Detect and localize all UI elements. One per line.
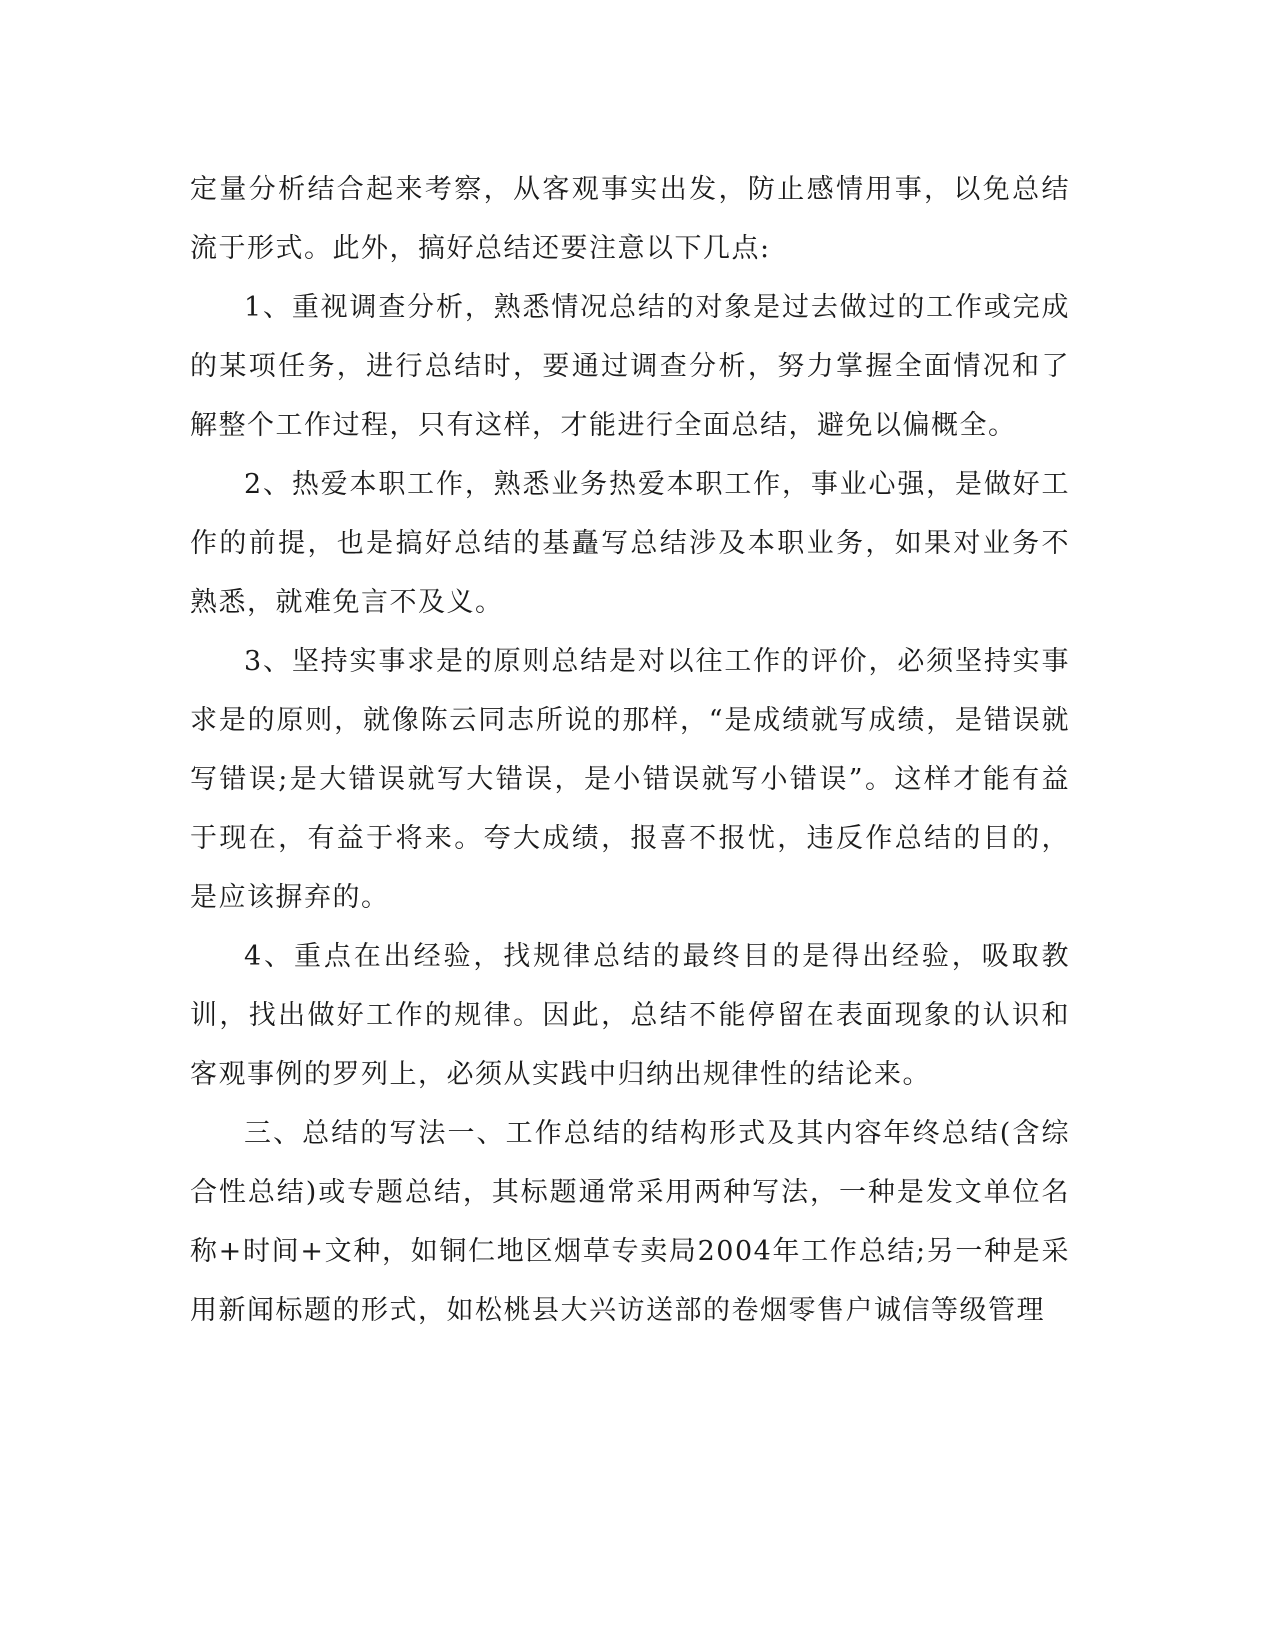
paragraph-intro: 定量分析结合起来考察，从客观事实出发，防止感情用事，以免总结流于形式。此外，搞好总结还要注意以下几点: <box>190 174 1070 264</box>
document-body <box>190 160 1070 1340</box>
paragraph-point-3: 3、坚持实事求是的原则总结是对以往工作的评价，必须坚持实事求是的原则，就像陈云同志所说的那样，“是成绩就写成绩，是错误就写错误;是大错误就写大错误，是小错误就写小错误”。这样才能有益于现在，有益于将来。夸大成绩，报喜不报忧，违反作总结的目的，是应该摒弃的。 <box>190 646 1070 913</box>
paragraph-point-2: 2、热爱本职工作，熟悉业务热爱本职工作，事业心强，是做好工作的前提，也是搞好总结的基矗写总结涉及本职业务，如果对业务不熟悉，就难免言不及义。 <box>190 469 1070 618</box>
paragraph-section-3: 三、总结的写法一、工作总结的结构形式及其内容年终总结(含综合性总结)或专题总结，其标题通常采用两种写法，一种是发文单位名称+时间+文种，如铜仁地区烟草专卖局2004年工作总结;另一种是采用新闻标题的形式，如松桃县大兴访送部的卷烟零售户诚信等级管理 <box>190 1118 1070 1326</box>
paragraph-point-1: 1、重视调查分析，熟悉情况总结的对象是过去做过的工作或完成的某项任务，进行总结时，要通过调查分析，努力掌握全面情况和了解整个工作过程，只有这样，才能进行全面总结，避免以偏概全。 <box>190 292 1070 441</box>
paragraph-point-4: 4、重点在出经验，找规律总结的最终目的是得出经验，吸取教训，找出做好工作的规律。因此，总结不能停留在表面现象的认识和客观事例的罗列上，必须从实践中归纳出规律性的结论来。 <box>190 941 1070 1090</box>
